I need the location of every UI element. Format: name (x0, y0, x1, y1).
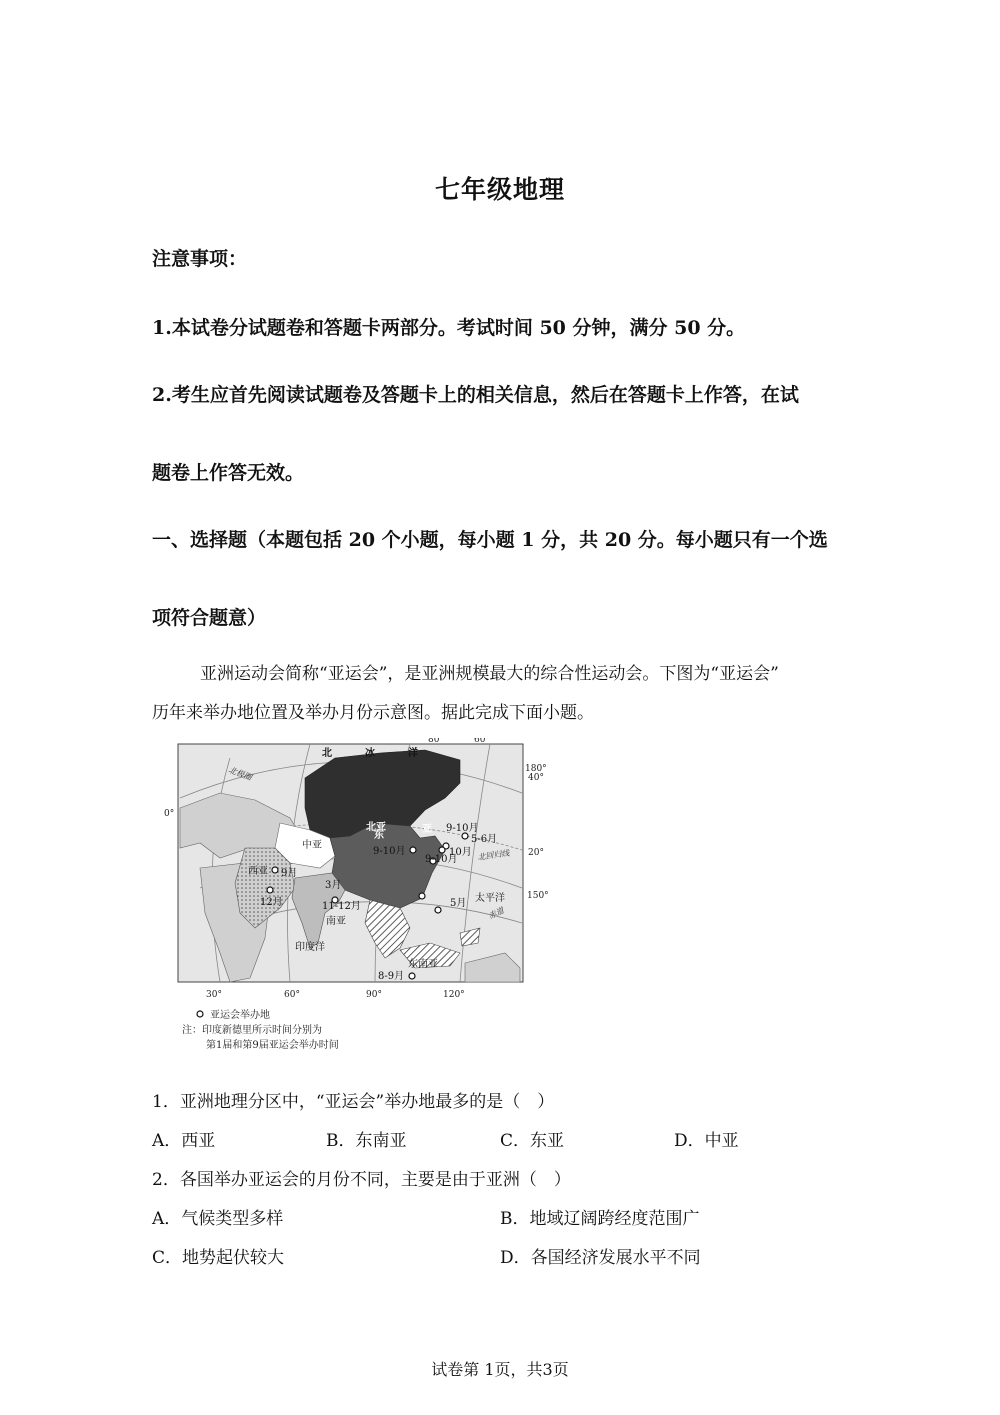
intro-line-2: 历年来举办地位置及举办月份示意图。据此完成下面小题。 (152, 703, 594, 723)
label-arctic-1: 北 (322, 748, 332, 759)
tick-bottom-60: 60° (284, 990, 300, 1000)
tick-bottom-30: 30° (206, 990, 222, 1000)
question-1-option-a[interactable]: A．西亚 (152, 1131, 216, 1151)
tick-right-20: 20° (528, 848, 544, 858)
section-heading-line-1: 一、选择题（本题包括 20 个小题，每小题 1 分，共 20 分。每小题只有一个选 (152, 529, 828, 551)
label-east-2: 亚 (422, 824, 432, 835)
tick-top-60: 60° (474, 738, 490, 745)
month-label-11: 8-9月 (378, 971, 405, 982)
map-note-line-1: 注：印度新德里所示时间分别为 (182, 1025, 322, 1036)
month-label-4: 10月 (449, 847, 472, 858)
notice-item-2-line-1: 2.考生应首先阅读试题卷及答题卡上的相关信息，然后在答题卡上作答，在试 (152, 384, 799, 406)
label-arctic-circle: 北极圈 (227, 765, 253, 783)
label-west-asia: 西亚 (248, 866, 268, 877)
month-label-7: 3月 (325, 880, 342, 891)
month-label-6: 9月 (281, 868, 298, 879)
month-label-5: 9-10月 (425, 854, 458, 865)
question-2-option-d[interactable]: D．各国经济发展水平不同 (500, 1248, 701, 1268)
tick-right-150: 150° (527, 891, 549, 901)
legend-marker-icon (197, 1011, 203, 1017)
asian-games-map-figure (160, 738, 560, 1058)
label-tropic: 北回归线 (477, 848, 510, 862)
question-1-option-c[interactable]: C．东亚 (500, 1131, 565, 1151)
month-label-3: 9-10月 (373, 846, 406, 857)
label-equator: 赤道 (487, 905, 506, 921)
intro-line-1: 亚洲运动会简称“亚运会”，是亚洲规模最大的综合性运动会。下图为“亚运会” (200, 664, 779, 684)
asian-games-map (160, 738, 560, 1058)
notice-item-1: 1.本试卷分试题卷和答题卡两部分。考试时间 50 分钟，满分 50 分。 (152, 317, 746, 339)
tick-bottom-120: 120° (443, 990, 465, 1000)
legend-label: 亚运会举办地 (210, 1010, 270, 1021)
label-east-1: 东 (374, 830, 384, 841)
tick-right-180: 180° (525, 764, 547, 774)
tick-top-80: 80° (428, 738, 444, 745)
month-label-10: 5月 (450, 898, 467, 909)
question-1-stem: 1．亚洲地理分区中，“亚运会”举办地最多的是（ ） (152, 1092, 555, 1112)
notice-heading: 注意事项： (152, 248, 248, 270)
question-2-option-a[interactable]: A．气候类型多样 (152, 1209, 284, 1229)
section-heading-line-2: 项符合题意） (152, 607, 267, 629)
page-title: 七年级地理 (434, 175, 565, 204)
label-south-asia: 南亚 (326, 916, 346, 927)
page-footer: 试卷第 1页，共3页 (431, 1360, 569, 1379)
label-southeast-asia: 东南亚 (408, 959, 438, 970)
tick-left-0: 0° (164, 809, 175, 819)
tick-bottom-90: 90° (366, 990, 382, 1000)
month-label-1: 9-10月 (446, 823, 479, 834)
label-north-asia: 北亚 (366, 822, 386, 833)
label-arctic-2: 冰 (365, 748, 375, 759)
question-1-option-d[interactable]: D．中亚 (674, 1131, 739, 1151)
label-arctic-3: 洋 (408, 748, 418, 759)
label-indian-ocean: 印度洋 (295, 942, 325, 953)
map-note-line-2: 第1届和第9届亚运会举办时间 (206, 1040, 339, 1051)
question-1-option-b[interactable]: B．东南亚 (326, 1131, 407, 1151)
notice-item-2-line-2: 题卷上作答无效。 (152, 462, 305, 484)
month-label-8: 12月 (260, 897, 283, 908)
question-2-option-b[interactable]: B．地域辽阔跨经度范围广 (500, 1209, 700, 1229)
label-pacific-ocean: 太平洋 (475, 893, 505, 904)
question-2-option-c[interactable]: C．地势起伏较大 (152, 1248, 285, 1268)
question-2-stem: 2．各国举办亚运会的月份不同，主要是由于亚洲（ ） (152, 1170, 571, 1190)
month-label-9: 11-12月 (322, 901, 361, 912)
label-central-asia: 中亚 (302, 840, 322, 851)
month-label-2: 5-6月 (471, 834, 498, 845)
tick-right-40: 40° (528, 773, 544, 783)
